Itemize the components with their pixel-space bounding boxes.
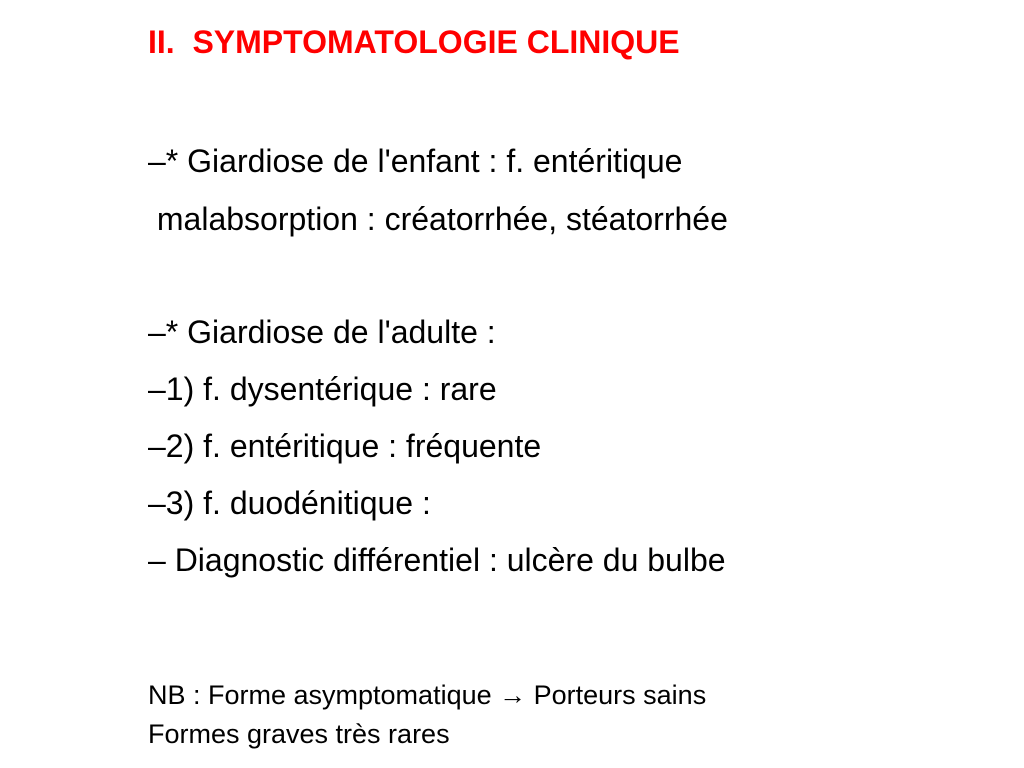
text-line-duodenitic-form: –3) f. duodénitique :: [148, 485, 431, 521]
text-line-enteritic-form: –2) f. entéritique : fréquente: [148, 428, 542, 464]
note-severe-forms: Formes graves très rares: [148, 719, 450, 749]
text-line-differential-diagnosis: – Diagnostic différentiel : ulcère du bulbe: [148, 542, 726, 578]
note-asymptomatic-form: NB : Forme asymptomatique → Porteurs sains: [148, 680, 707, 710]
text-line-adult-giardiasis: –* Giardiose de l'adulte :: [148, 314, 496, 350]
text-line-malabsorption: malabsorption : créatorrhée, stéatorrhée: [148, 201, 728, 237]
slide-title: II. SYMPTOMATOLOGIE CLINIQUE: [148, 24, 680, 60]
text-line-dysenteric-form: –1) f. dysentérique : rare: [148, 371, 497, 407]
text-line-child-giardiasis: –* Giardiose de l'enfant : f. entéritique: [148, 143, 683, 179]
